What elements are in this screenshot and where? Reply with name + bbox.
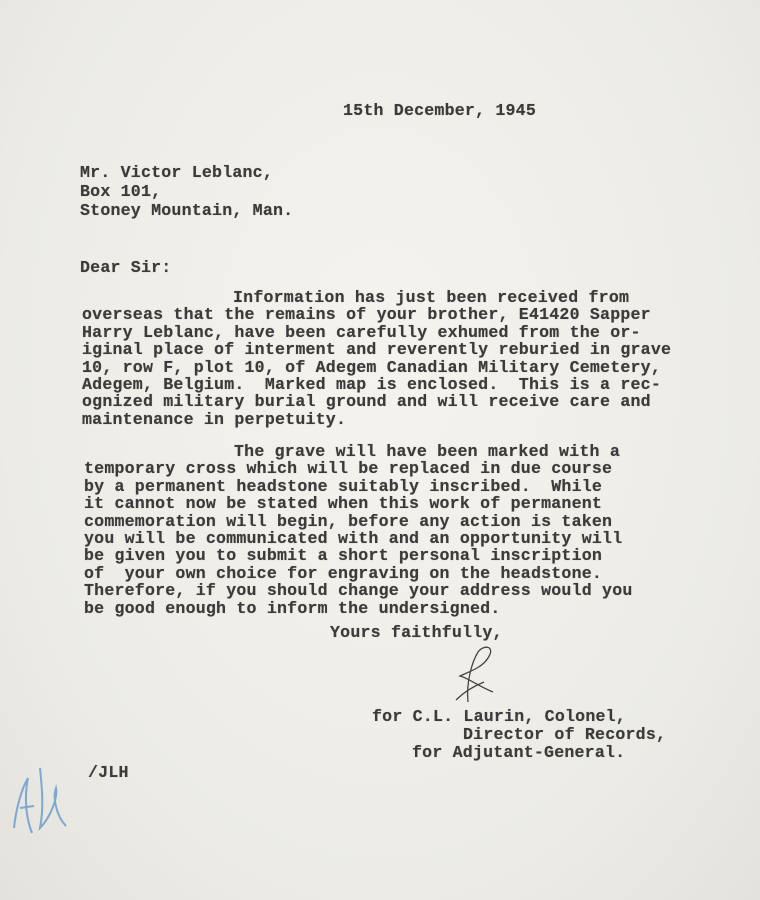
paragraph-line: Harry Leblanc, have been carefully exhumed from the or-	[82, 322, 641, 342]
signature-title: for Adjutant-General.	[412, 743, 626, 762]
paragraph-line: Information has just been received from	[233, 288, 630, 307]
address-line: Stoney Mountain, Man.	[80, 201, 294, 220]
paragraph-line: Therefore, if you should change your address would you	[84, 581, 633, 601]
letter-date: 15th December, 1945	[343, 101, 536, 120]
paragraph-line: it cannot now be stated when this work of permanent	[84, 494, 603, 514]
handwritten-signature	[438, 642, 508, 707]
paragraph-line: maintenance in perpetuity.	[82, 409, 347, 429]
paragraph-line: ognized military burial ground and will receive care and	[82, 392, 651, 412]
paragraph-line: be good enough to inform the undersigned.	[84, 598, 501, 618]
paragraph-line: The grave will have been marked with a	[234, 442, 620, 461]
reference-initials: /JLH	[88, 763, 129, 782]
paragraph-line: 10, row F, plot 10, of Adegem Canadian Military Cemetery,	[82, 357, 661, 377]
paragraph-1	[82, 289, 671, 428]
paragraph-2	[84, 443, 633, 617]
signature-title: Director of Records,	[463, 725, 667, 744]
paragraph-line: Adegem, Belgium. Marked map is enclosed. This is a rec-	[82, 375, 661, 395]
paragraph-line: overseas that the remains of your brother, E41420 Sapper	[82, 305, 651, 325]
address-line: Mr. Victor Leblanc,	[80, 163, 273, 182]
paragraph-line: iginal place of interment and reverently reburied in grave	[82, 340, 672, 360]
address-line: Box 101,	[80, 182, 162, 201]
pencil-annotation	[6, 738, 76, 848]
closing: Yours faithfully,	[330, 623, 503, 642]
paragraph-line: commemoration will begin, before any action is taken	[84, 511, 613, 531]
paragraph-line: by a permanent headstone suitably inscribed. While	[84, 476, 603, 496]
signature-line: for C.L. Laurin, Colonel,	[372, 707, 626, 726]
recipient-address	[80, 163, 293, 220]
paragraph-line: you will be communicated with and an opportunity will	[84, 529, 623, 549]
paragraph-line: be given you to submit a short personal inscription	[84, 546, 603, 566]
paragraph-line: temporary cross which will be replaced in due course	[84, 459, 613, 479]
salutation: Dear Sir:	[80, 258, 172, 277]
paragraph-line: of your own choice for engraving on the headstone.	[84, 563, 603, 583]
